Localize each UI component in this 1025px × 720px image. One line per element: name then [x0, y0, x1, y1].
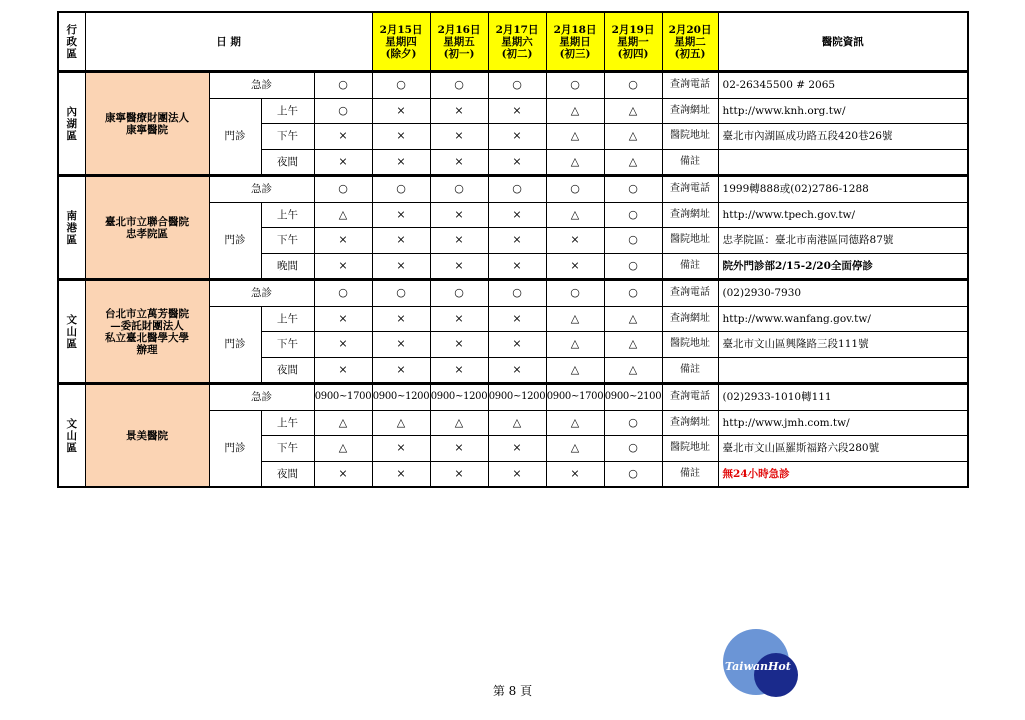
schedule-cell: × [546, 253, 604, 280]
er-label: 急診 [209, 384, 314, 411]
info-label-phone: 查詢電話 [662, 384, 718, 411]
schedule-cell: △ [314, 436, 372, 462]
clinic-label: 門診 [209, 202, 261, 280]
schedule-cell: ○ [430, 72, 488, 99]
schedule-cell: △ [546, 149, 604, 176]
schedule-cell: △ [546, 410, 604, 436]
info-label-phone: 查詢電話 [662, 176, 718, 203]
schedule-cell: △ [314, 410, 372, 436]
district-cell: 文山區 [58, 384, 85, 488]
info-label-phone: 查詢電話 [662, 72, 718, 99]
schedule-cell: △ [604, 332, 662, 358]
hospital-name-line: 康寧醫院 [126, 123, 168, 136]
info-label-web: 查詢網址 [662, 410, 718, 436]
session-label: 夜間 [261, 149, 314, 176]
session-label: 下午 [261, 436, 314, 462]
er-label: 急診 [209, 280, 314, 307]
holiday-schedule-table [57, 11, 969, 488]
schedule-cell: × [314, 149, 372, 176]
schedule-cell: 0900~1700 [314, 384, 372, 411]
schedule-cell: × [488, 253, 546, 280]
er-label: 急診 [209, 176, 314, 203]
info-value-note [718, 357, 968, 384]
schedule-cell: ○ [314, 98, 372, 124]
info-label-note: 備註 [662, 149, 718, 176]
info-label-addr: 醫院地址 [662, 124, 718, 150]
schedule-cell: × [314, 357, 372, 384]
schedule-cell: × [488, 149, 546, 176]
session-label: 上午 [261, 410, 314, 436]
schedule-cell: × [372, 253, 430, 280]
schedule-cell: × [314, 253, 372, 280]
schedule-cell: × [546, 461, 604, 487]
schedule-cell: ○ [546, 280, 604, 307]
hospital-name-line: 忠孝院區 [126, 227, 168, 240]
hospital-name-line: 景美醫院 [126, 429, 168, 442]
info-value-phone: (02)2933-1010轉111 [718, 384, 968, 411]
schedule-cell: △ [488, 410, 546, 436]
schedule-cell: △ [546, 306, 604, 332]
schedule-cell: △ [546, 98, 604, 124]
hospital-name-line: 臺北市立聯合醫院 [105, 215, 189, 228]
clinic-label: 門診 [209, 306, 261, 384]
info-value-web[interactable]: http://www.jmh.com.tw/ [718, 410, 968, 436]
schedule-cell: × [372, 124, 430, 150]
schedule-cell: △ [546, 124, 604, 150]
schedule-cell: ○ [430, 176, 488, 203]
schedule-cell: × [488, 98, 546, 124]
schedule-cell: × [430, 253, 488, 280]
date-label-header: 日 期 [85, 12, 372, 72]
page-number: 第 8 頁 [492, 684, 533, 698]
schedule-cell: ○ [604, 461, 662, 487]
schedule-cell: 0900~1700 [546, 384, 604, 411]
info-value-web[interactable]: http://www.tpech.gov.tw/ [718, 202, 968, 228]
info-label-addr: 醫院地址 [662, 436, 718, 462]
info-value-addr: 臺北市文山區興隆路三段111號 [718, 332, 968, 358]
session-label: 上午 [261, 202, 314, 228]
schedule-cell: × [314, 124, 372, 150]
schedule-cell: ○ [372, 280, 430, 307]
schedule-cell: × [430, 149, 488, 176]
date-header: 2月16日 星期五 (初一) [430, 12, 488, 72]
session-label: 晚間 [261, 253, 314, 280]
info-value-phone: 02-26345500 # 2065 [718, 72, 968, 99]
hospital-name-line: 康寧醫療財團法人 [105, 111, 189, 124]
info-value-addr: 忠孝院區：臺北市南港區同德路87號 [718, 228, 968, 254]
schedule-cell: 0900~1200 [372, 384, 430, 411]
schedule-cell: 0900~1200 [430, 384, 488, 411]
schedule-cell: ○ [314, 72, 372, 99]
schedule-cell: △ [604, 124, 662, 150]
session-label: 夜間 [261, 357, 314, 384]
hospital-name-line: 辦理 [136, 343, 158, 356]
date-header: 2月20日 星期二 (初五) [662, 12, 718, 72]
date-header: 2月17日 星期六 (初二) [488, 12, 546, 72]
schedule-cell: △ [546, 436, 604, 462]
schedule-cell: ○ [604, 72, 662, 99]
schedule-cell: × [372, 332, 430, 358]
session-label: 上午 [261, 98, 314, 124]
schedule-cell: △ [546, 332, 604, 358]
schedule-cell: △ [604, 98, 662, 124]
schedule-cell: × [372, 202, 430, 228]
hospital-name-line: 台北市立萬芳醫院 [105, 307, 189, 320]
district-header: 行政區 [58, 12, 85, 72]
schedule-cell: ○ [488, 72, 546, 99]
schedule-row [58, 176, 968, 203]
svg-text:TaiwanHot: TaiwanHot [725, 660, 791, 673]
schedule-cell: × [314, 332, 372, 358]
info-label-addr: 醫院地址 [662, 332, 718, 358]
info-label-addr: 醫院地址 [662, 228, 718, 254]
schedule-row [58, 280, 968, 307]
session-label: 上午 [261, 306, 314, 332]
schedule-cell: △ [430, 410, 488, 436]
info-value-note: 無24小時急診 [718, 461, 968, 487]
schedule-cell: × [314, 228, 372, 254]
schedule-cell: × [372, 357, 430, 384]
schedule-cell: × [488, 202, 546, 228]
schedule-cell: ○ [604, 410, 662, 436]
info-label-web: 查詢網址 [662, 98, 718, 124]
schedule-cell: × [430, 124, 488, 150]
schedule-cell: 0900~2100 [604, 384, 662, 411]
info-value-phone: (02)2930-7930 [718, 280, 968, 307]
info-value-web[interactable]: http://www.knh.org.tw/ [718, 98, 968, 124]
info-value-note: 院外門診部2/15-2/20全面停診 [718, 253, 968, 280]
schedule-cell: × [430, 436, 488, 462]
schedule-cell: × [430, 461, 488, 487]
schedule-cell: × [372, 228, 430, 254]
schedule-cell: ○ [488, 176, 546, 203]
schedule-cell: × [372, 306, 430, 332]
schedule-cell: × [430, 332, 488, 358]
info-value-addr: 臺北市內湖區成功路五段420巷26號 [718, 124, 968, 150]
info-label-note: 備註 [662, 357, 718, 384]
schedule-cell: ○ [604, 280, 662, 307]
info-value-phone: 1999轉888或(02)2786-1288 [718, 176, 968, 203]
schedule-cell: △ [604, 149, 662, 176]
session-label: 下午 [261, 332, 314, 358]
schedule-cell: × [488, 228, 546, 254]
schedule-cell: ○ [314, 280, 372, 307]
clinic-label: 門診 [209, 410, 261, 487]
schedule-row [58, 384, 968, 411]
info-label-note: 備註 [662, 461, 718, 487]
schedule-cell: ○ [604, 202, 662, 228]
schedule-cell: × [430, 306, 488, 332]
schedule-cell: × [430, 228, 488, 254]
info-label-web: 查詢網址 [662, 306, 718, 332]
district-cell: 南港區 [58, 176, 85, 280]
info-value-addr: 臺北市文山區羅斯福路六段280號 [718, 436, 968, 462]
taiwanhot-logo [722, 628, 802, 700]
schedule-cell: × [314, 306, 372, 332]
hospital-info-header: 醫院資訊 [718, 12, 968, 72]
schedule-cell: × [488, 436, 546, 462]
session-label: 下午 [261, 228, 314, 254]
date-header: 2月19日 星期一 (初四) [604, 12, 662, 72]
schedule-cell: × [430, 98, 488, 124]
schedule-cell: × [372, 149, 430, 176]
schedule-cell: ○ [604, 253, 662, 280]
schedule-cell: ○ [546, 72, 604, 99]
schedule-cell: ○ [604, 436, 662, 462]
schedule-cell: △ [546, 202, 604, 228]
schedule-cell: 0900~1200 [488, 384, 546, 411]
schedule-row [58, 72, 968, 99]
hospital-name-cell [85, 72, 209, 176]
schedule-cell: × [488, 357, 546, 384]
schedule-cell: ○ [372, 176, 430, 203]
info-label-phone: 查詢電話 [662, 280, 718, 307]
schedule-cell: △ [546, 357, 604, 384]
info-label-web: 查詢網址 [662, 202, 718, 228]
clinic-label: 門診 [209, 98, 261, 176]
schedule-cell: × [488, 461, 546, 487]
schedule-cell: ○ [430, 280, 488, 307]
schedule-cell: ○ [314, 176, 372, 203]
schedule-cell: ○ [604, 176, 662, 203]
schedule-cell: × [488, 124, 546, 150]
date-header: 2月15日 星期四 (除夕) [372, 12, 430, 72]
schedule-cell: × [372, 461, 430, 487]
hospital-name-cell [85, 176, 209, 280]
schedule-cell: × [372, 98, 430, 124]
info-label-note: 備註 [662, 253, 718, 280]
schedule-cell: × [488, 332, 546, 358]
schedule-cell: ○ [604, 228, 662, 254]
district-cell: 文山區 [58, 280, 85, 384]
hospital-name-line: —委託財團法人 [110, 319, 184, 332]
header-row [58, 12, 968, 72]
hospital-name-cell [85, 280, 209, 384]
schedule-cell: ○ [488, 280, 546, 307]
hospital-name-line: 私立臺北醫學大學 [105, 331, 189, 344]
info-value-note [718, 149, 968, 176]
schedule-cell: △ [314, 202, 372, 228]
schedule-cell: △ [604, 357, 662, 384]
info-value-web[interactable]: http://www.wanfang.gov.tw/ [718, 306, 968, 332]
schedule-cell: ○ [546, 176, 604, 203]
session-label: 下午 [261, 124, 314, 150]
schedule-cell: × [430, 202, 488, 228]
schedule-cell: × [546, 228, 604, 254]
session-label: 夜間 [261, 461, 314, 487]
schedule-cell: × [488, 306, 546, 332]
schedule-cell: △ [604, 306, 662, 332]
schedule-cell: × [430, 357, 488, 384]
schedule-cell: △ [372, 410, 430, 436]
er-label: 急診 [209, 72, 314, 99]
schedule-cell: × [314, 461, 372, 487]
schedule-cell: × [372, 436, 430, 462]
date-header: 2月18日 星期日 (初三) [546, 12, 604, 72]
schedule-cell: ○ [372, 72, 430, 99]
district-cell: 內湖區 [58, 72, 85, 176]
hospital-name-cell [85, 384, 209, 488]
